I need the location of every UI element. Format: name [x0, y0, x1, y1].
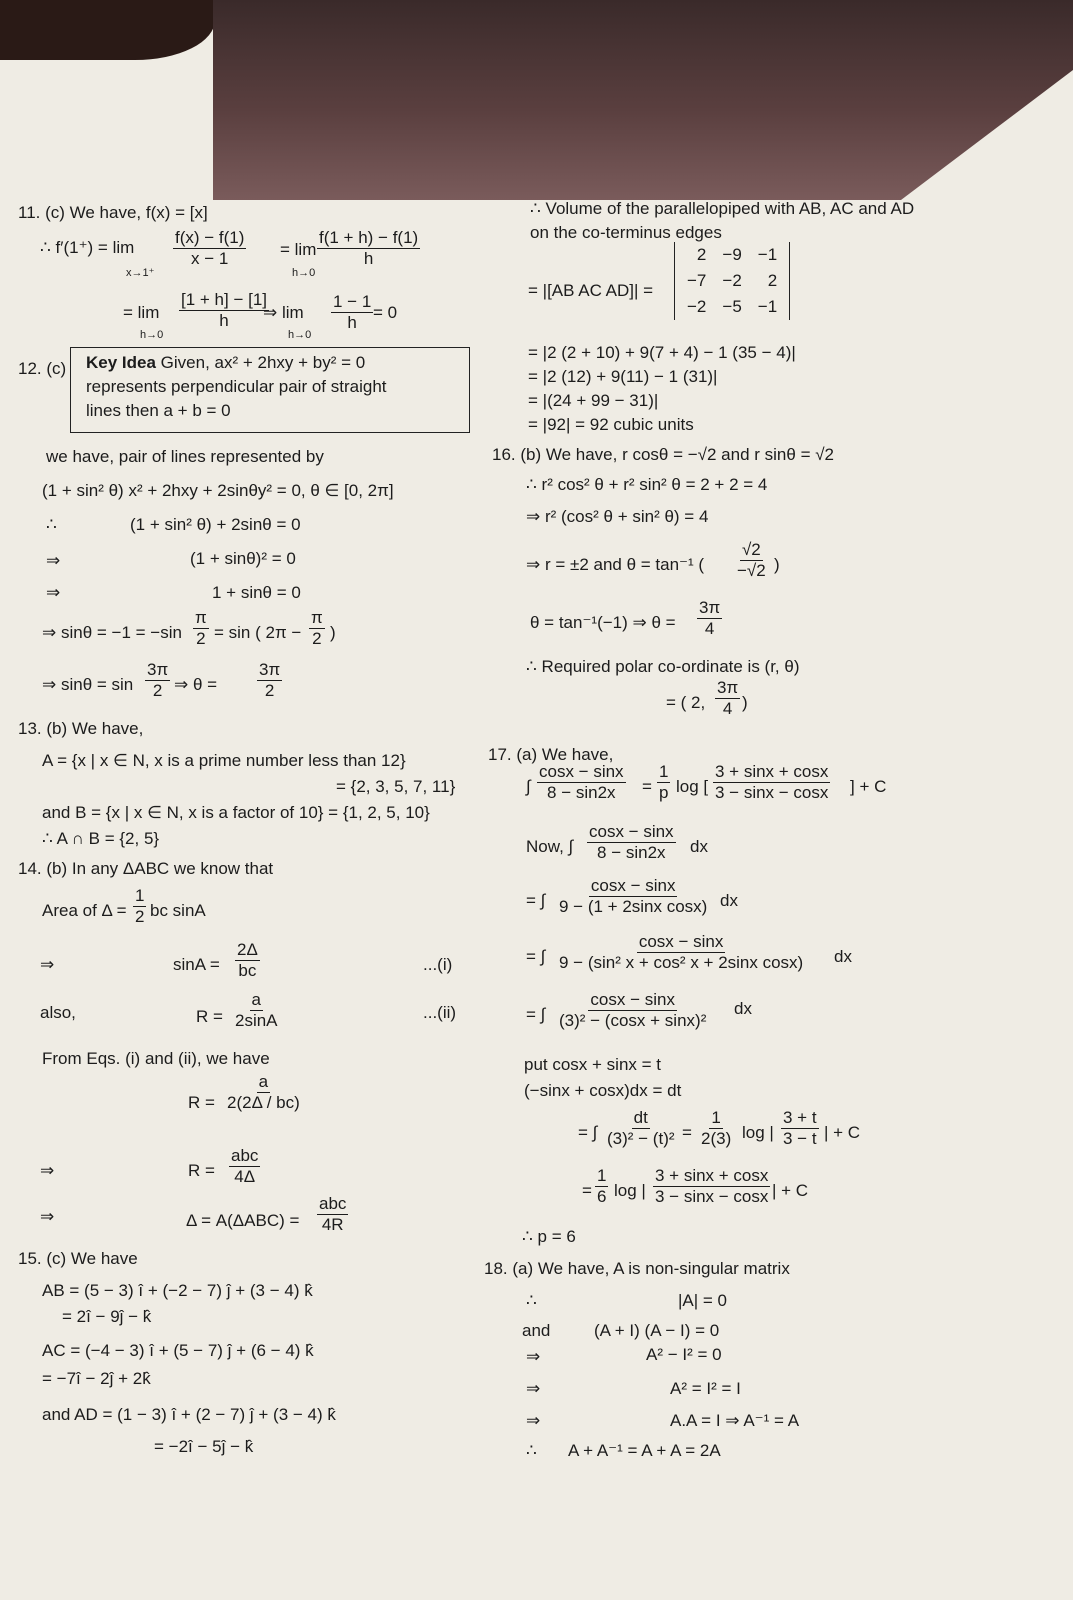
page-content: 11. (c) We have, f(x) = [x] ∴ f′(1⁺) = lim x→1⁺ $\frac{f(x) - f(1)}{x - 1}$ = lim h→0 $\frac{f(1 + h) - f(1)}{h}$ = lim h→0 $\frac{[1 + h] - [1]}{h}$ ⇒ lim h→0 $\frac{1 - 1}{h}$ = 0 12. (c) Key Idea Given, ax² + 2hxy + by² = 0 represents perpendicular pair of straight lines then a + b = 0 we have, pair of lines represented by (1 + sin² θ) x² + 2hxy + 2sinθy² = 0, θ ∈ [0, 2π] ∴ (1 + sin² θ) + 2sinθ = 0 ⇒ (1 + sinθ)² = 0 ⇒ 1 + sinθ = 0 ⇒ sinθ = −1 = −sin $\frac{\pi}{2}$ = sin ( 2π − $\frac{\pi}{2}$ ) ⇒ sinθ = sin $\frac{3\pi}{2}$ ⇒ θ = $\frac{3\pi}{2}$ 13. (b) We have, A = {x | x ∈ N, x is a prime number less than 12} = {2, 3, 5, 7, 11} and B = {x | x ∈ N, x is a factor of 10} = {1, 2, 5, 10} ∴ A ∩ B = {2, 5} 14. (b) In any ΔABC we know that Area of Δ = $\frac{1}{2}$ bc sinA ⇒ sinA = $\frac{2\Delta}{bc}$ ...(i) also, R = $\frac{a}{2\sin A}$ ...(ii) From Eqs. (i) and (ii), we have R = $\frac{a}{2(2\Delta / bc)}$ ⇒ R = $\frac{\text{abc}}{4\Delta}$ ⇒ Δ = A(ΔABC) = $\frac{\text{abc}}{4R}$ 15. (c) We have AB = (5 − 3) î + (−2 − 7) ĵ + (3 − 4) k̂ = 2î − 9ĵ − k̂ AC = (−4 − 3) î + (5 − 7) ĵ + (6 − 4) k̂ = −7î − 2ĵ + 2k̂ and AD = (1 − 3) î + (2 − 7) ĵ + (3 − 4) k̂ = −2î − 5ĵ − k̂ ∴ Volume of the parallelopiped with AB, AC and AD on the co-terminus edges = |[AB AC AD]| = 2 −9 −1 −7 −2 2 −2 −5 −1 = |2 (2 + 10) + 9(7 + 4) − 1 (35 − 4)| = |2 (12) + 9(11) − 1 (31)| = |(24 + 99 − 31)| = |92| = 92 cubic units 16. (b) We have, r cosθ = −√2 and r sinθ = √2 ∴ r² cos² θ + r² sin² θ = 2 + 2 = 4 ⇒ r² (cos² θ + sin² θ) = 4 ⇒ r = ±2 and θ = tan⁻¹ ( $\frac{√2}{-√2}$ ) θ = tan⁻¹(−1) ⇒ θ = $\frac{3\pi}{4}$ ∴ Required polar co-ordinate is (r, θ) = ( 2, $\frac{3\pi}{4}$ ) 17. (a) We have, ∫ $\frac{\cos x - \sin x}{8 - \sin 2x}$ = $\frac{1}{p}$ log [ $\frac{3 + \sin x + \cos x}{3 - \sin x - \cos x}$ ] + C Now, ∫ $\frac{\cos x - \sin x}{8 - \sin 2x}$ dx = ∫ $\frac{\cos x - \sin x}{\text{9 − (1 + 2sinx cosx)}}$ dx = ∫ $\frac{\cos x - \sin x}{\text{9 − (sin² x + cos² x + 2sinx cosx)}}$ dx = ∫ $\frac{\cos x - \sin x}{\text{(3)² − (cosx + sinx)²}}$ dx put cosx + sinx = t (−sinx + cosx)dx = dt = ∫ $\frac{dt}{\text{(3)² − (t)²}}$ = $\frac{1}{2(3)}$ log | $\frac{3 + t}{3 - t}$ | + C = $\frac{1}{6}$ log | $\frac{3 + \sin x + \cos x}{3 - \sin x - \cos x}$ | + C ∴ p = 6 18. (a) We have, A is non-singular matrix ∴ |A| = 0 and (A + I) (A − I) = 0 ⇒ A² − I² = 0 ⇒ A² = I² = I ⇒ A.A = I ⇒ A⁻¹ = A ∴ A + A⁻¹ = A + A = 2A	[18, 199, 915, 1460]
determinant-matrix: 2 −9 −1 −7 −2 2 −2 −5 −1	[674, 242, 790, 320]
q12-label: 12. (c)	[18, 359, 67, 378]
key-idea-box	[70, 347, 470, 433]
q11-line2: ∴ f′(1⁺) = lim	[40, 238, 135, 257]
q12-key-line1: Key Idea Given, ax² + 2hxy + by² = 0	[86, 353, 366, 372]
q11-line1: 11. (c) We have, f(x) = [x]	[18, 203, 208, 222]
